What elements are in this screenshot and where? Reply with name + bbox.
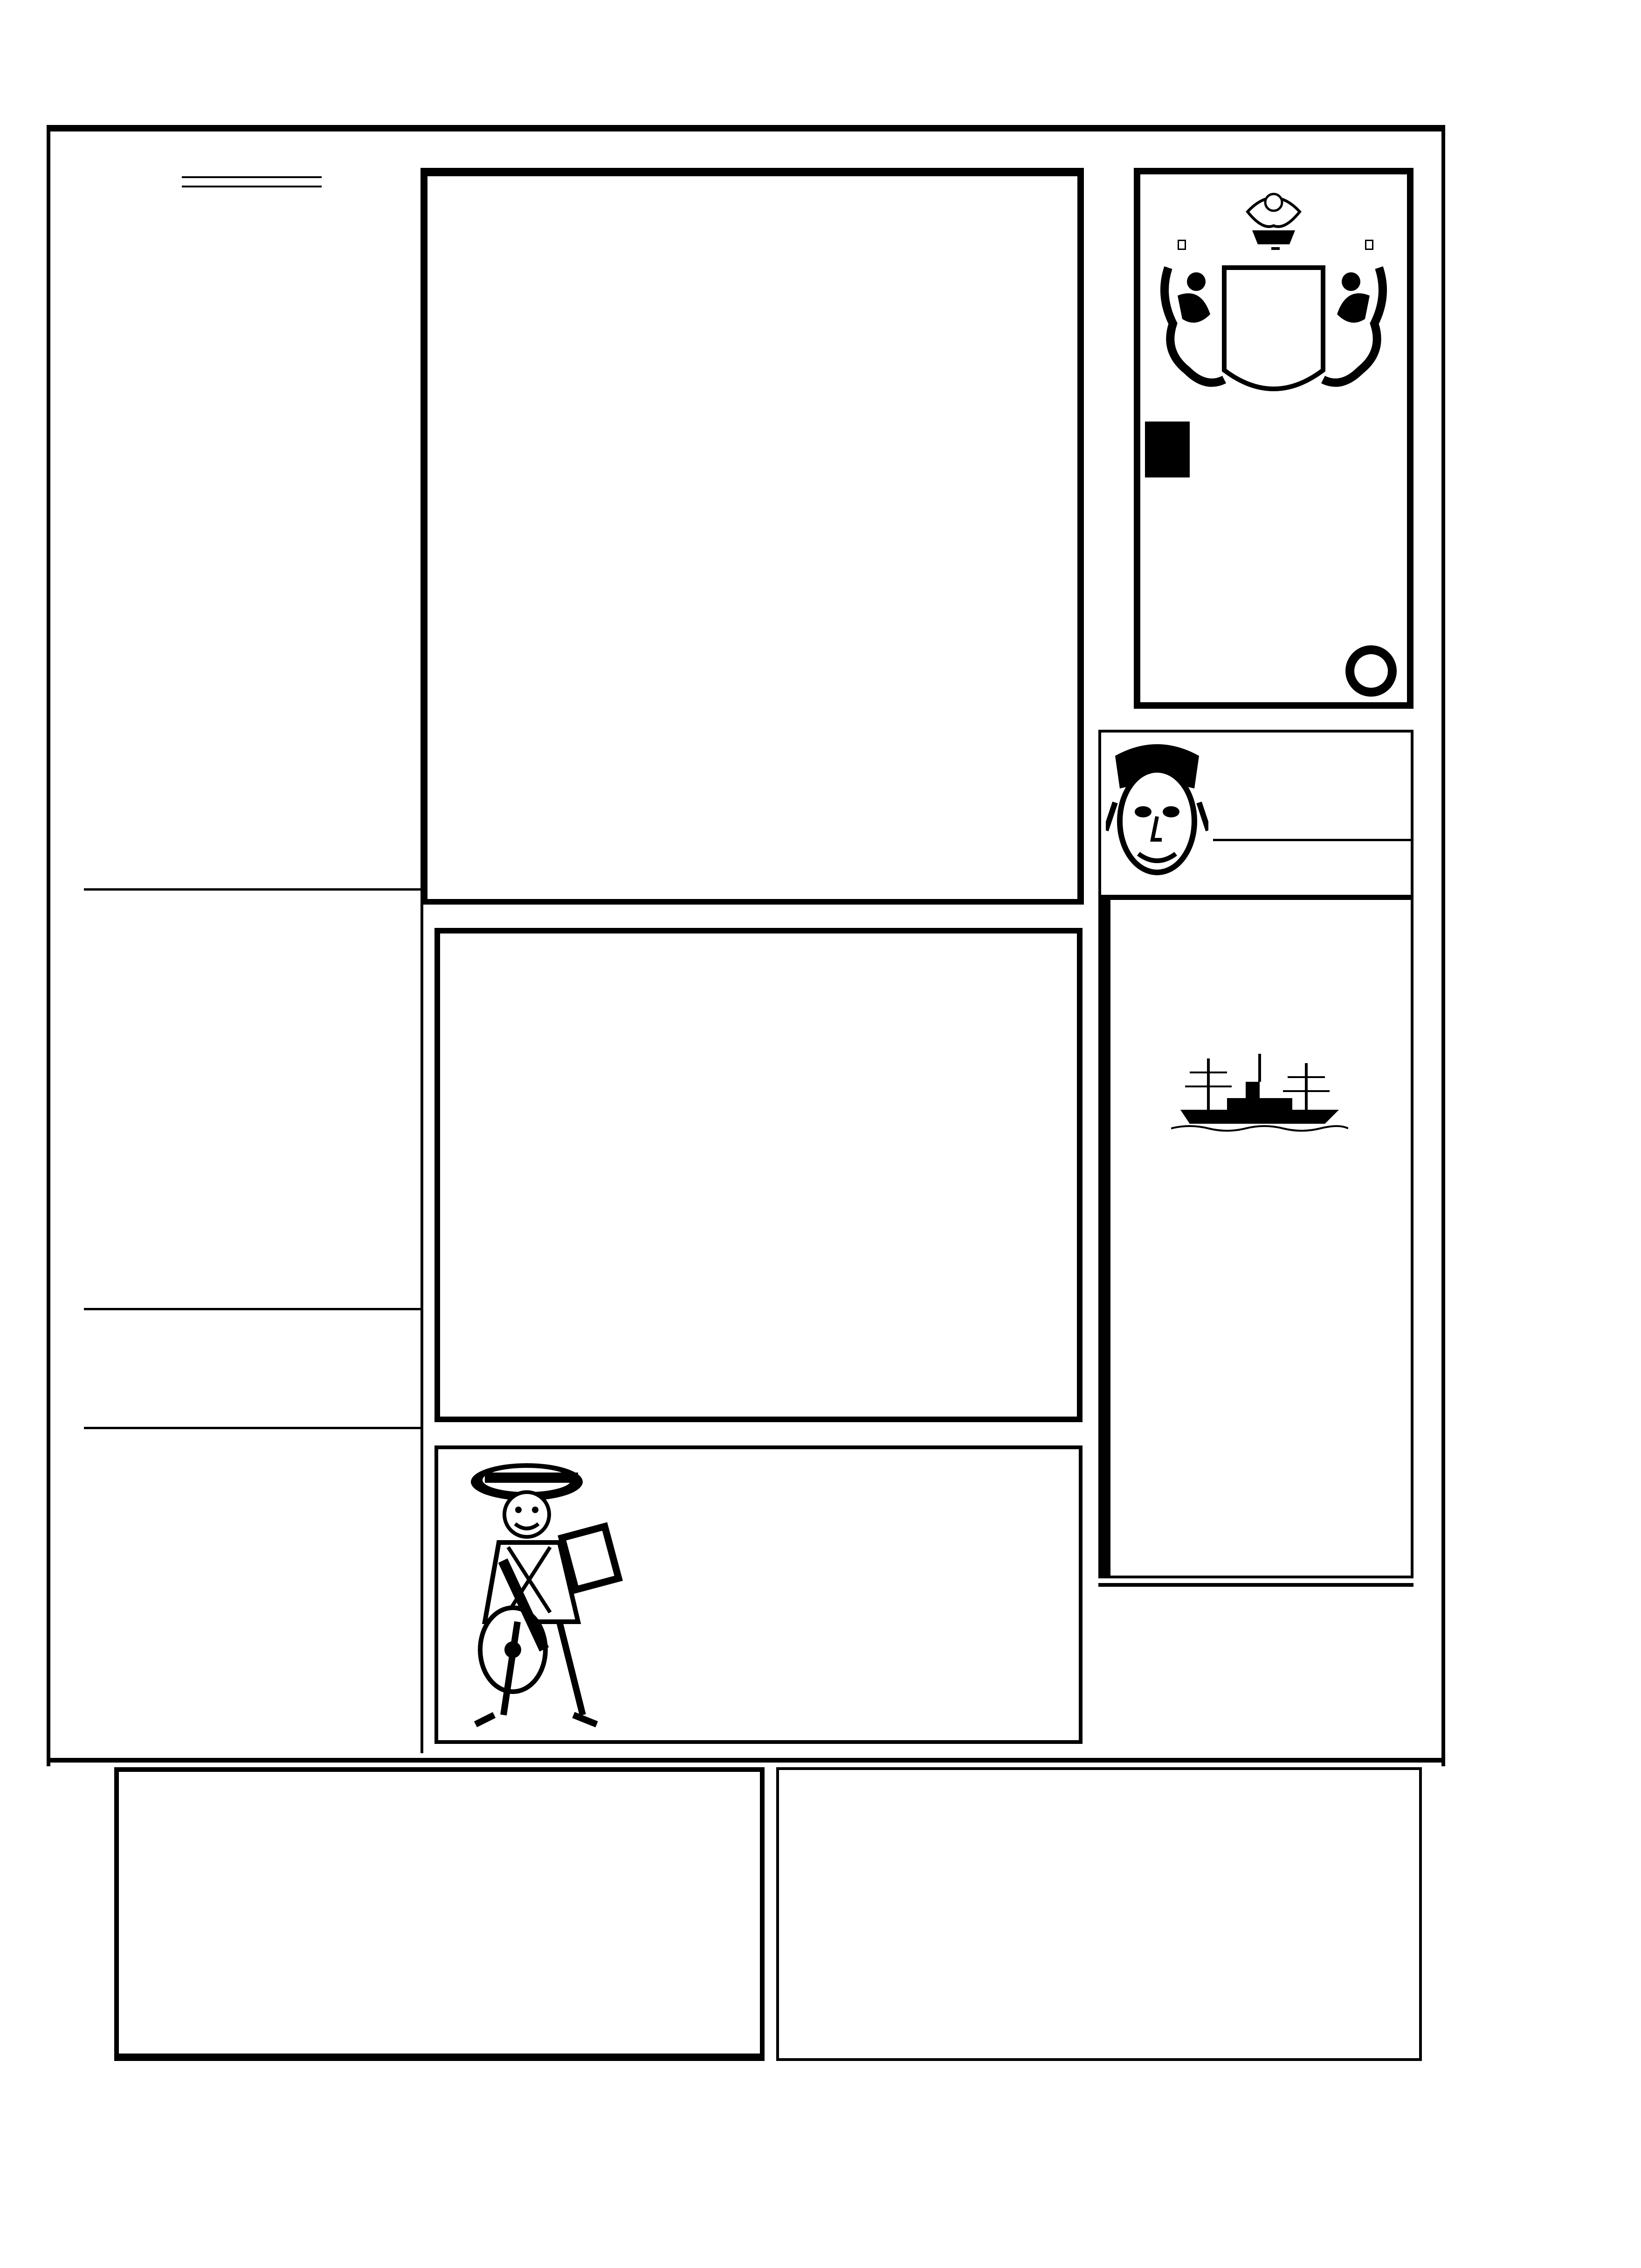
olival-ad [107, 1431, 420, 1438]
middle-rule [47, 1758, 1445, 1763]
feno-de-portugal-ad [1134, 168, 1413, 709]
riley-mask-icon [1106, 737, 1208, 891]
left-frame [47, 125, 50, 1766]
guitarist-illustration [448, 1454, 634, 1734]
feno-scroll [1178, 240, 1373, 250]
ship-icon [1171, 1054, 1348, 1133]
cap-top-rule [84, 888, 421, 891]
lottery-column [84, 168, 420, 195]
riley-address [1213, 839, 1413, 844]
capitalistas-ad [86, 895, 420, 903]
feno-initial [1145, 422, 1190, 477]
feno-scroll-mid [1271, 247, 1280, 250]
riley-institute-ad [1098, 730, 1413, 898]
olival-top-rule [84, 1427, 421, 1429]
carvoes-ad [114, 1767, 765, 2061]
empresa-insulana-ad [1098, 895, 1413, 1578]
casa-viola-ad [434, 1445, 1083, 1744]
feno-crown-ornament [1140, 174, 1407, 417]
casa-da-sorte-ad [422, 168, 1084, 905]
carvoes-pedidos-line [119, 1780, 760, 1824]
alcobia-ad [776, 1767, 1422, 2061]
dinheiro-ad [1098, 1583, 1413, 1756]
feno-scroll-right [1365, 240, 1373, 250]
feno-scroll-left [1178, 240, 1186, 250]
est-top-rule [84, 1308, 421, 1310]
cambista-testa-ad [434, 928, 1083, 1422]
top-rule [47, 125, 1445, 131]
right-frame [1441, 125, 1445, 1766]
feno-seal-icon [1341, 641, 1401, 701]
note-separator [182, 176, 322, 178]
sorte-prize-line [427, 209, 1077, 237]
note-separator-2 [182, 186, 322, 187]
